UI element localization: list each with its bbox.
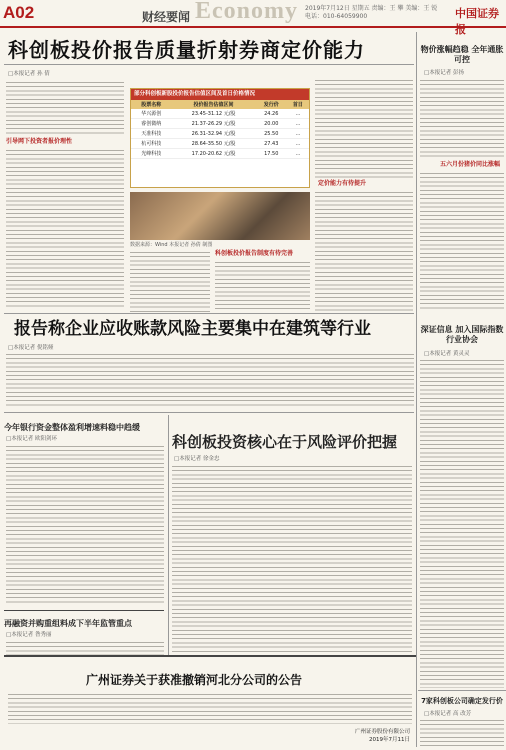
divider xyxy=(4,610,164,611)
h5-body-text xyxy=(6,640,164,655)
headline-4: 科创板投资核心在于风险评价把握 xyxy=(172,433,398,451)
paper-logo: 中国证券报 xyxy=(455,7,499,36)
h2-byline: □本报记者 倪铭娅 xyxy=(8,345,54,351)
side-headline-3: 7家科创板公司确定发行价 xyxy=(421,697,503,705)
headline-5: 再融资并购重组料成下半年监管重点 xyxy=(4,619,132,628)
side2-text xyxy=(420,358,504,688)
table-row: 杭可科技 28.64-35.50 元/股 27.43 … xyxy=(131,139,309,149)
main-headline: 科创板投价报告质量折射券商定价能力 xyxy=(8,38,365,62)
table-row: 华兴源创 23.45-31.12 元/股 24.26 … xyxy=(131,109,309,119)
announcement-title: 广州证券关于获准撤销河北分公司的公告 xyxy=(86,673,303,687)
side1-text xyxy=(420,171,504,311)
main-body-text xyxy=(6,148,124,308)
h3-body-text xyxy=(6,444,164,604)
table-row: 睿创微纳 21.37-26.29 元/股 20.00 … xyxy=(131,119,309,129)
h4-body-text xyxy=(172,464,412,654)
h2-body-text xyxy=(6,352,414,407)
announcement-text xyxy=(8,692,412,724)
side-headline-2: 深证信息 加入国际指数行业协会 xyxy=(420,325,504,344)
photo-caption: 数据来源：Wind 本报记者 孙倩 制图 xyxy=(130,242,213,248)
divider xyxy=(418,690,506,691)
main-body-text xyxy=(315,190,413,312)
side1-byline: □本报记者 彭扬 xyxy=(424,70,464,76)
main-subhead-3: 科创板投价报告制度有待完善 xyxy=(215,250,294,257)
main-subhead-1: 引导网下投资者报价理性 xyxy=(6,138,73,145)
h4-byline: □本报记者 徐金忠 xyxy=(174,456,220,462)
main-body-text xyxy=(215,260,310,312)
side3-text xyxy=(420,718,504,748)
main-body-text xyxy=(315,78,413,178)
h5-byline: □本报记者 昝秀丽 xyxy=(6,632,52,638)
main-byline: □本报记者 孙 倩 xyxy=(8,71,50,77)
side3-byline: □本报记者 高 改芳 xyxy=(424,711,472,717)
news-photo xyxy=(130,192,310,240)
page-number: A02 xyxy=(3,3,35,22)
column-rule xyxy=(416,32,417,747)
main-subhead-2: 定价能力有待提升 xyxy=(318,180,367,187)
side-headline-1: 物价涨幅趋稳 全年通胀可控 xyxy=(420,45,504,64)
divider xyxy=(4,64,414,65)
table-row: 天准科技 26.31-32.94 元/股 25.50 … xyxy=(131,129,309,139)
main-body-text xyxy=(130,250,210,312)
data-table: 股票名称 投价报告估值区间 发行价 首日 华兴源创 23.45-31.12 元/股 24.26 … 睿创微纳 21.37-26.29 元/股 20.00 … 天准科技 26.31-32.94 元/股 25.50 … 杭可科技 28.64-35.50 元/股 27.43 … 光峰科技 17.20-20.62 元/股 17.50 … xyxy=(131,100,309,159)
headline-3: 今年银行资金整体盈利增速料稳中趋缓 xyxy=(4,423,140,432)
headline-2: 报告称企业应收账款风险主要集中在建筑等行业 xyxy=(14,319,371,339)
side1-text xyxy=(420,78,504,158)
side1-subhead: 五六月份猪价同比涨幅 xyxy=(440,161,501,168)
main-body-text xyxy=(6,80,124,135)
section-title: 财经要闻 xyxy=(142,10,191,24)
header-meta: 2019年7月12日 星期五 责编：王 攀 美编：王 锐 电话：010-64059900 xyxy=(305,5,438,20)
section-english: Economy xyxy=(195,0,298,24)
divider xyxy=(4,412,414,413)
divider xyxy=(4,313,414,314)
table-row: 光峰科技 17.20-20.62 元/股 17.50 … xyxy=(131,149,309,159)
column-rule xyxy=(168,415,169,655)
valuation-table xyxy=(130,88,310,188)
h3-byline: □本报记者 欧阳剑环 xyxy=(6,436,57,442)
table-title: 部分科创板新股投价报告估值区间及首日价格情况 xyxy=(131,89,309,100)
announcement-footer: 广州证券股份有限公司 2019年7月11日 xyxy=(354,729,410,743)
side2-byline: □本报记者 黄灵灵 xyxy=(424,351,470,357)
